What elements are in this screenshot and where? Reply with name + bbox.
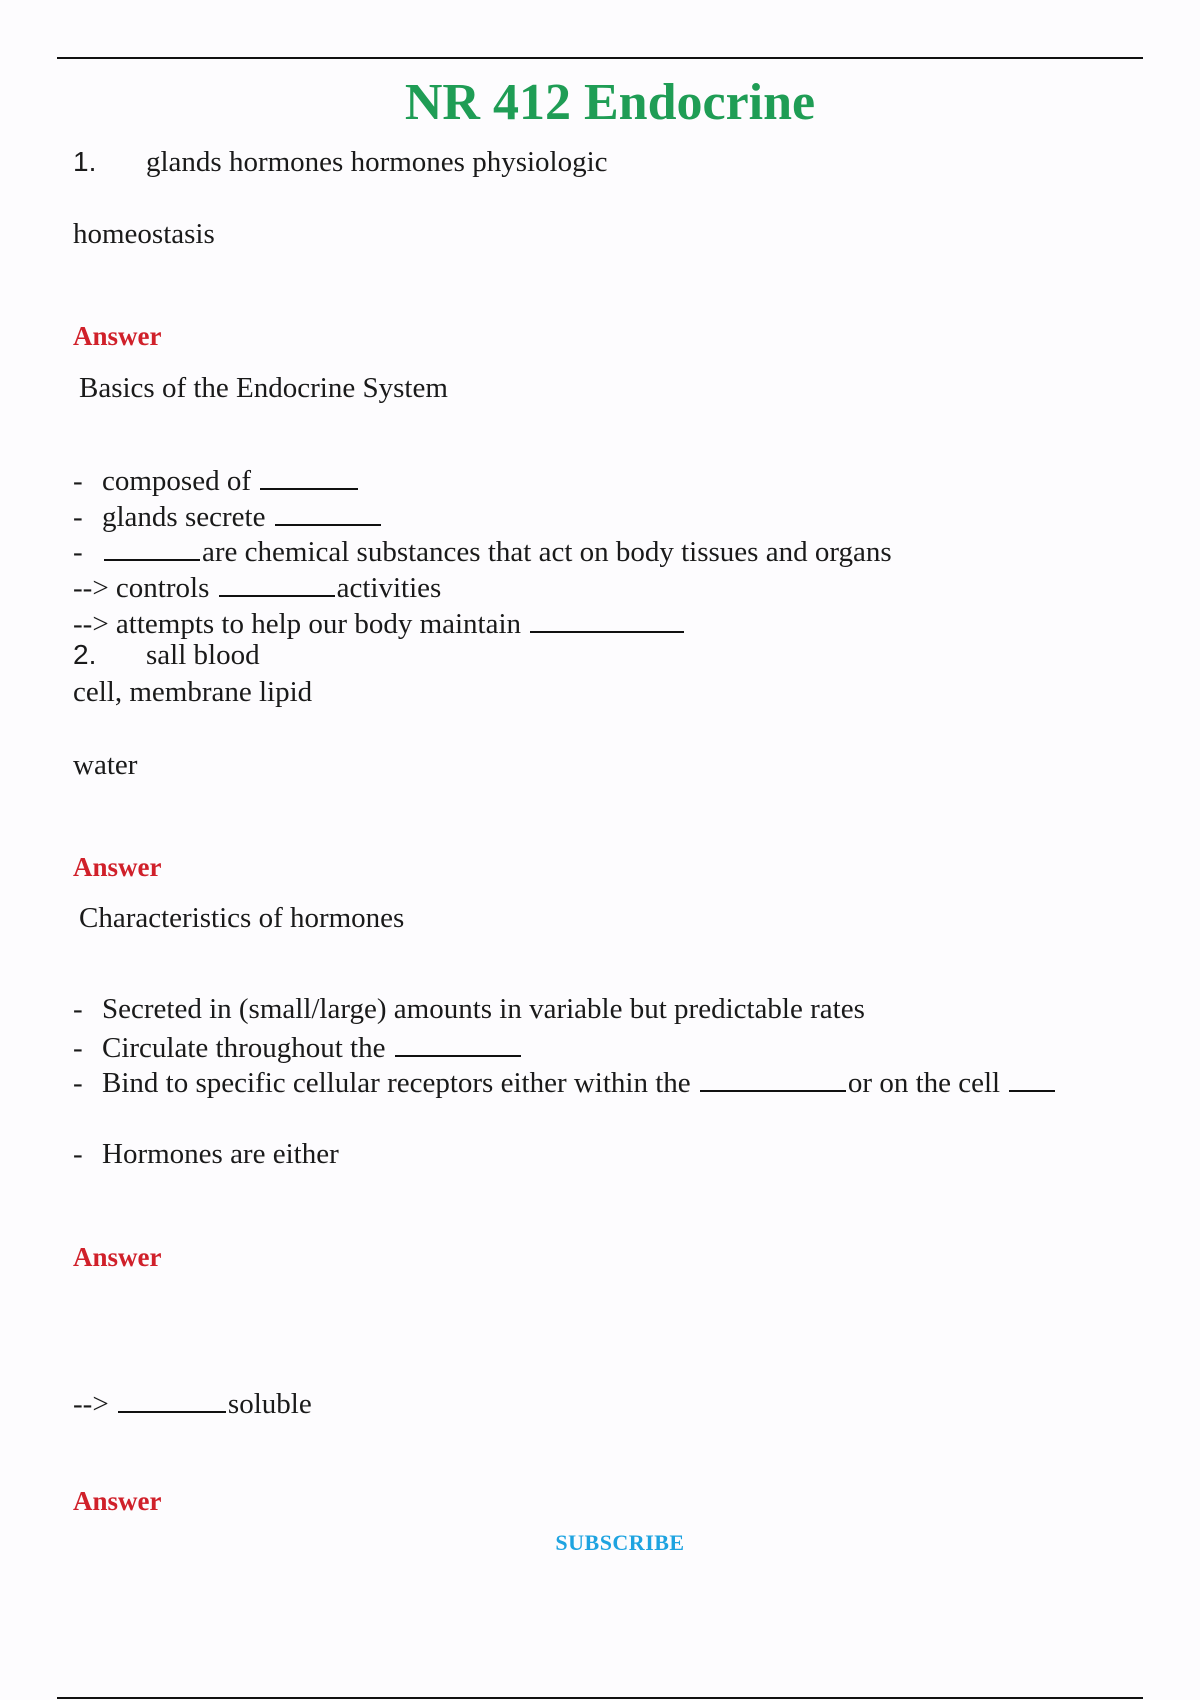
question-1-line2: homeostasis (73, 218, 215, 250)
question-prompt: glands hormones hormones physiologic (146, 146, 608, 178)
question-2-line2: cell, membrane lipid (73, 676, 313, 708)
list-item: - Circulate throughout the (73, 1027, 523, 1066)
section-heading: Basics of the Endocrine System (79, 372, 448, 404)
question-number: 2. (73, 639, 97, 670)
fill-blank (700, 1062, 846, 1092)
question-prompt: sall blood (146, 639, 260, 671)
question-2 (73, 637, 260, 673)
fill-blank (260, 460, 358, 490)
section-heading: Characteristics of hormones (79, 902, 405, 934)
document-title: NR 412 Endocrine (404, 74, 816, 131)
list-item: - Bind to specific cellular receptors either within the or on the cell (73, 1062, 1057, 1101)
fill-blank (219, 567, 335, 597)
list-item: - glands secrete (73, 496, 383, 535)
fill-blank (1009, 1062, 1055, 1092)
answer-label: Answer (73, 321, 162, 351)
list-item: - composed of (73, 460, 360, 499)
fill-blank (104, 531, 200, 561)
list-item: - Hormones are either (73, 1138, 339, 1170)
subscribe-link[interactable]: SUBSCRIBE (555, 1530, 685, 1555)
answer-label: Answer (73, 852, 162, 882)
answer-label: Answer (73, 1242, 162, 1272)
list-item: - are chemical substances that act on body tissues and organs (73, 531, 892, 570)
bottom-rule (57, 1697, 1143, 1699)
list-item: --> soluble (73, 1383, 312, 1422)
question-1 (73, 144, 608, 180)
answer-label: Answer (73, 1486, 162, 1516)
list-item: --> controls activities (73, 567, 441, 606)
top-rule (57, 57, 1143, 59)
fill-blank (118, 1383, 226, 1413)
list-item: --> attempts to help our body maintain (73, 603, 686, 642)
list-item: - Secreted in (small/large) amounts in variable but predictable rates (73, 993, 865, 1025)
fill-blank (530, 603, 684, 633)
fill-blank (275, 496, 381, 526)
fill-blank (395, 1027, 521, 1057)
question-2-line3: water (73, 749, 138, 781)
question-number: 1. (73, 146, 97, 177)
